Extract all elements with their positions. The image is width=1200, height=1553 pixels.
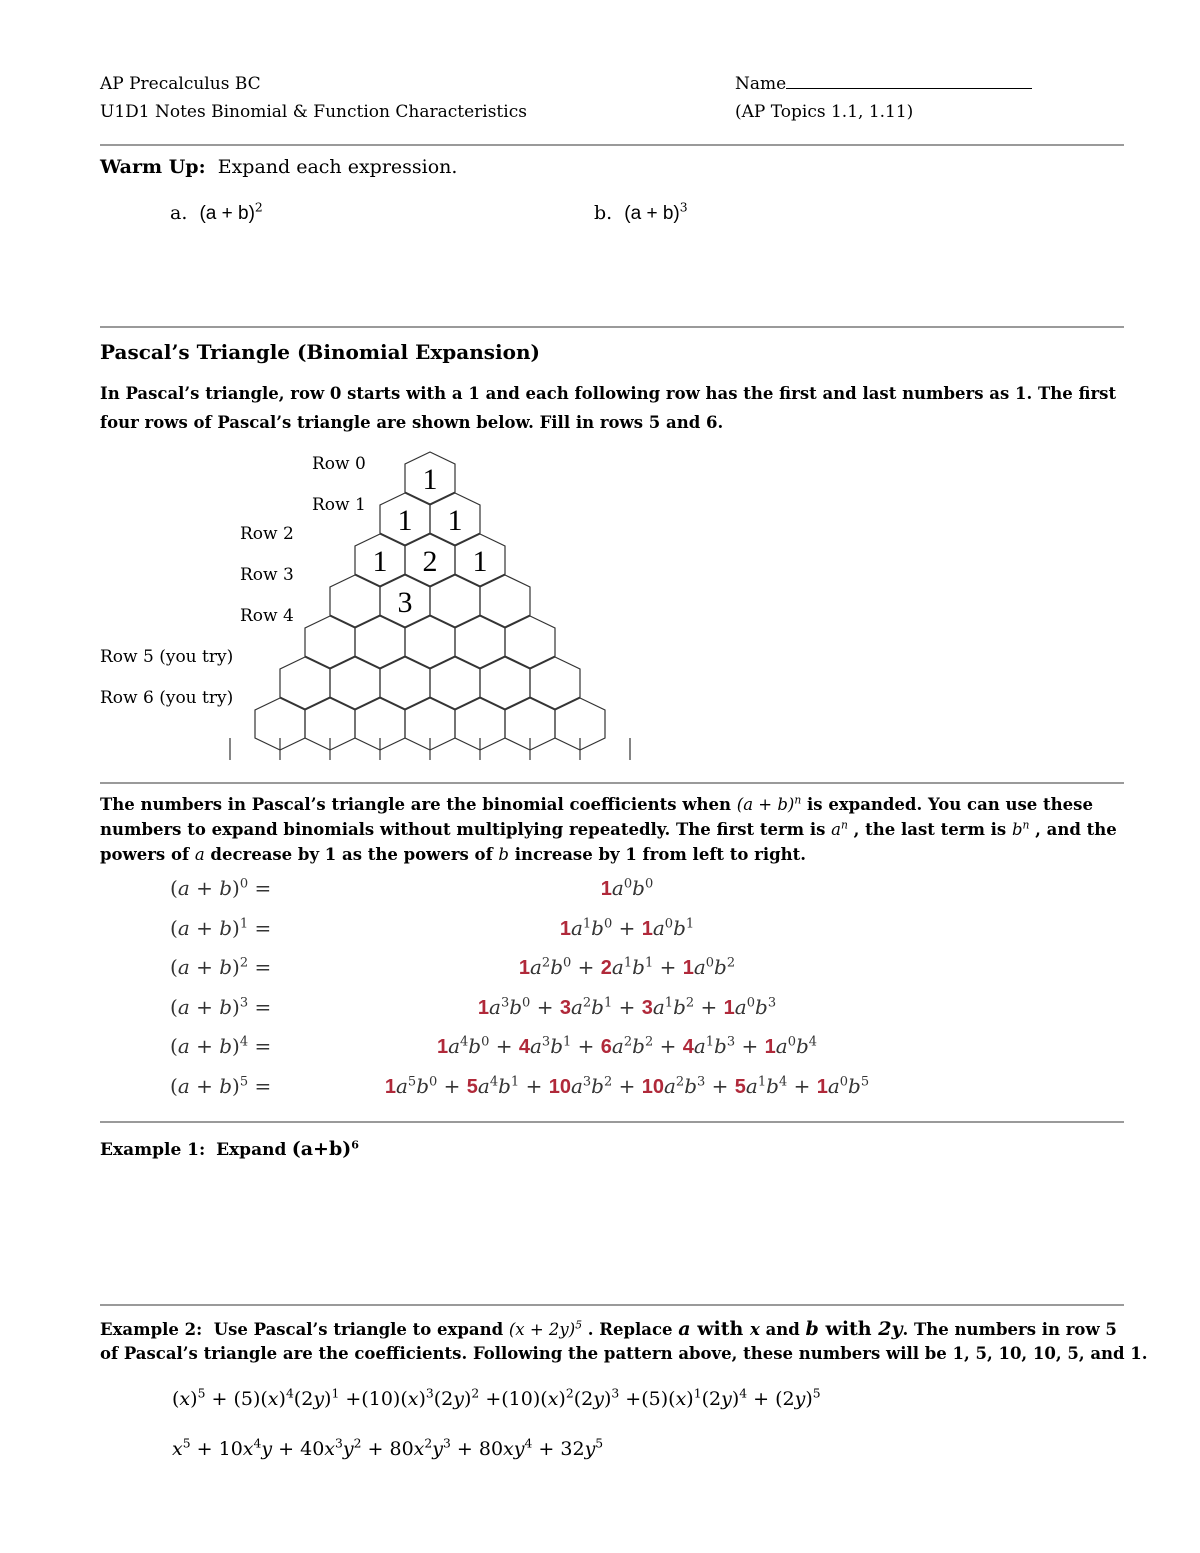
- pascal-cell-value: 1: [372, 545, 388, 578]
- example1-text: Expand: [216, 1140, 287, 1160]
- example2-line2: of Pascal’s triangle are the coefficients. Following the pattern above, these numbers will be 1, 5, 10, 10, 5, and 1.: [100, 1344, 1148, 1363]
- pascal-cell-value: 2: [422, 545, 438, 578]
- example2-line1: Example 2: Use Pascal’s triangle to expand $(x + 2y)^5$ . Replace a with x and b with 2y. The numbers in row 5: [100, 1318, 1117, 1340]
- row-label-0: Row 0: [312, 454, 366, 474]
- expansion-lhs: $(a + b)^4$ =: [170, 1034, 272, 1058]
- row-label-6: Row 6 (you try): [100, 688, 234, 708]
- example1-expr: (a+b): [291, 1138, 352, 1160]
- coefficient: 1: [518, 957, 530, 979]
- course-title: AP Precalculus BC: [100, 74, 261, 94]
- coefficient: 5: [466, 1075, 478, 1098]
- expansion-lhs: $(a + b)^5$ =: [170, 1073, 272, 1098]
- divider: [100, 1304, 1124, 1306]
- warmup-label: Warm Up:: [100, 156, 206, 178]
- warmup-a-exp: 2: [254, 200, 263, 215]
- coefficient: 1: [641, 917, 653, 940]
- row-label-3: Row 3: [240, 565, 294, 585]
- divider: [100, 326, 1124, 328]
- coefficient: 1: [764, 1036, 776, 1058]
- coefficient: 1: [723, 996, 735, 1019]
- expansion-lhs: $(a + b)^3$ =: [170, 994, 272, 1019]
- coefficient: 1: [477, 996, 490, 1019]
- coefficient: 6: [600, 1036, 612, 1058]
- warmup-b: [594, 202, 688, 225]
- coefficient: 3: [559, 996, 571, 1019]
- pascal-title: Pascal’s Triangle (Binomial Expansion): [100, 340, 540, 364]
- warmup-a-expr: (a + b): [199, 203, 255, 224]
- expansion-rhs: $1a^4b^0 + 4a^3b^1 + 6a^2b^2 + 4a^1b^3 + 1a^0b^4$: [436, 1034, 818, 1058]
- coefficient: 4: [682, 1036, 694, 1058]
- coefficient: 4: [518, 1036, 530, 1058]
- expansion-lhs: $(a + b)^2$ =: [170, 955, 272, 979]
- pascal-intro-2: four rows of Pascal’s triangle are shown below. Fill in rows 5 and 6.: [100, 413, 724, 432]
- pascal-cell-value: 3: [397, 586, 413, 619]
- name-field[interactable]: [735, 74, 1032, 94]
- expansion-rhs: $1a^5b^0 + 5a^4b^1 + 10a^3b^2 + 10a^2b^3 + 5a^1b^4 + 1a^0b^5$: [384, 1073, 870, 1098]
- expansion-rhs: $1a^3b^0 + 3a^2b^1 + 3a^1b^2 + 1a^0b^3$: [477, 994, 777, 1019]
- expansion-lhs: $(a + b)^0$ =: [170, 876, 272, 900]
- name-label: Name: [735, 74, 787, 94]
- warmup-heading: [100, 156, 457, 178]
- coefficient: 1: [682, 957, 694, 979]
- coefficient: 2: [600, 957, 612, 979]
- binomial-text-3: powers of a decrease by 1 as the powers of b increase by 1 from left to right.: [100, 845, 807, 864]
- coefficient: 1: [436, 1036, 449, 1058]
- notes-title: U1D1 Notes Binomial & Function Characteristics: [100, 102, 527, 122]
- expansion-rhs: $1a^1b^0 + 1a^0b^1$: [559, 915, 695, 940]
- pascal-cell-value: 1: [472, 545, 488, 578]
- warmup-a: [170, 202, 263, 225]
- example1: [100, 1138, 359, 1160]
- binomial-text-2: numbers to expand binomials without multiplying repeatedly. The first term is $a^n$ , the last term is $b^n$ , and the: [100, 818, 1117, 839]
- expansion-lhs: $(a + b)^1$ =: [170, 915, 272, 940]
- example2-step1: $(x)^5 + (5)(x)^4(2y)^1 +(10)(x)^3(2y)^2 +(10)(x)^2(2y)^3 +(5)(x)^1(2y)^4 + (2y)^5$: [172, 1386, 821, 1410]
- pascal-intro-1: In Pascal’s triangle, row 0 starts with a 1 and each following row has the first and last numbers as 1. The first: [100, 384, 1117, 403]
- warmup-b-expr: (a + b): [624, 203, 680, 224]
- expansion-rhs: $1a^2b^0 + 2a^1b^1 + 1a^0b^2$: [518, 955, 736, 979]
- ap-topics: (AP Topics 1.1, 1.11): [735, 102, 914, 122]
- pascal-cell-value: 1: [422, 463, 438, 496]
- expansion-rhs: $1a^0b^0$: [600, 876, 654, 900]
- example1-label: Example 1:: [100, 1140, 206, 1160]
- example1-exp: 6: [351, 1138, 359, 1152]
- warmup-b-exp: 3: [679, 200, 688, 215]
- row-label-4: Row 4: [240, 606, 294, 626]
- row-label-5: Row 5 (you try): [100, 647, 234, 667]
- coefficient: 1: [384, 1075, 396, 1098]
- coefficient: 10: [548, 1075, 571, 1098]
- row-label-1: Row 1: [312, 495, 366, 515]
- warmup-a-label: a.: [170, 202, 188, 224]
- coefficient: 1: [816, 1075, 828, 1098]
- divider: [100, 1121, 1124, 1123]
- coefficient: 3: [641, 996, 653, 1019]
- divider: [100, 144, 1124, 146]
- example2-step2: $x^5 + 10x^4y + 40x^3y^2 + 80x^2y^3 + 80xy^4 + 32y^5$: [172, 1436, 604, 1460]
- pascal-cell-value: 1: [447, 504, 463, 537]
- pascal-cell-value: 1: [397, 504, 413, 537]
- coefficient: 10: [641, 1075, 664, 1098]
- row-label-2: Row 2: [240, 524, 294, 544]
- coefficient: 1: [559, 917, 571, 940]
- binomial-text-1: The numbers in Pascal’s triangle are the binomial coefficients when $(a + b)^n$ is expanded. You can use these: [100, 793, 1093, 814]
- divider: [100, 782, 1124, 784]
- warmup-instruction: Expand each expression.: [217, 156, 458, 178]
- coefficient: 1: [600, 878, 612, 900]
- warmup-b-label: b.: [594, 202, 613, 224]
- coefficient: 5: [734, 1075, 746, 1098]
- pascal-triangle: [220, 440, 650, 760]
- example2-label: Example 2:: [100, 1320, 203, 1339]
